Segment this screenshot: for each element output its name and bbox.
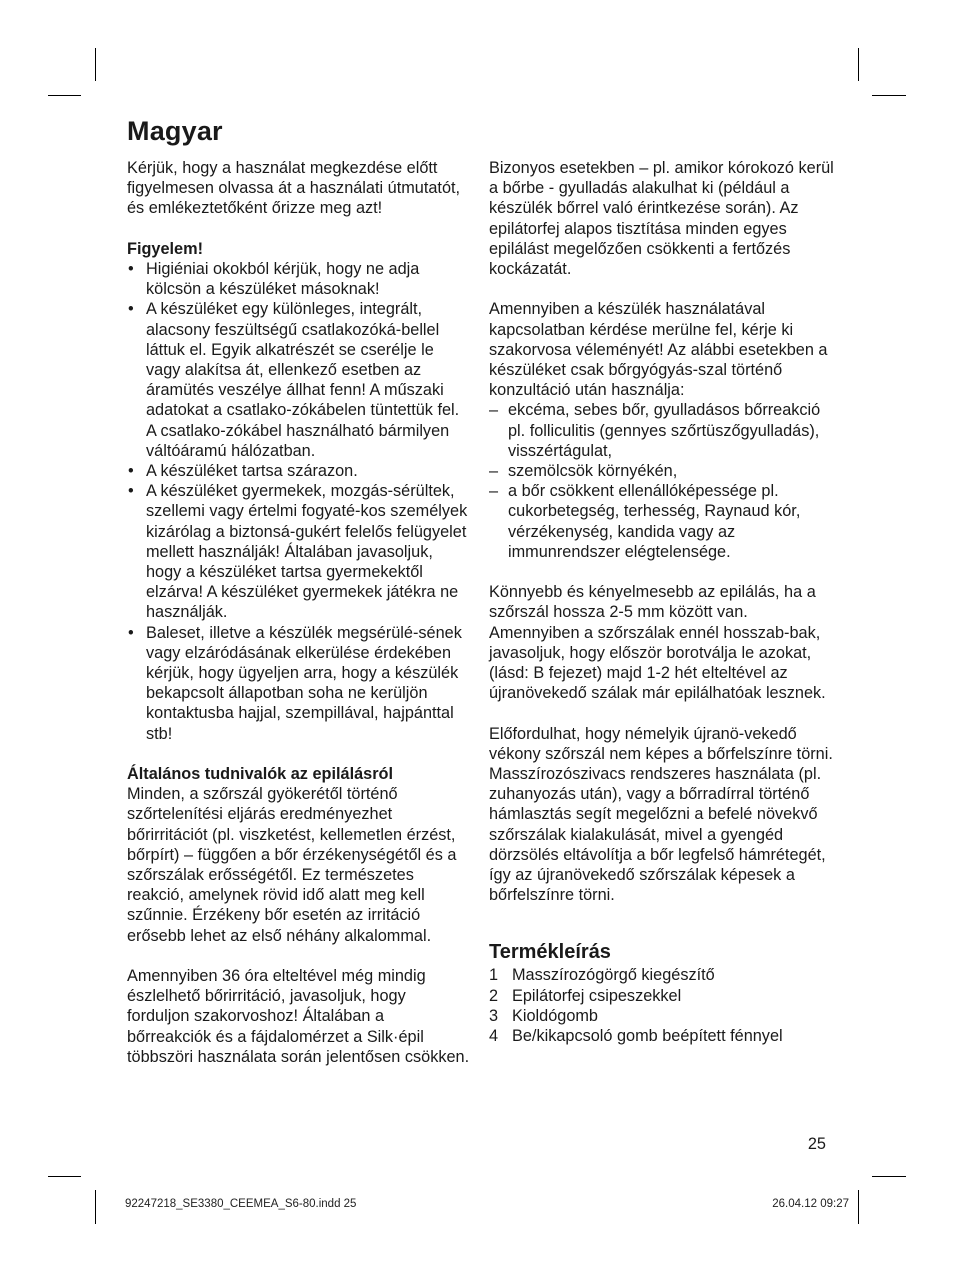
item-label: Masszírozógörgő kiegészítő	[512, 966, 715, 985]
product-heading: Termékleírás	[489, 941, 611, 964]
footer-file-info: 92247218_SE3380_CEEMEA_S6-80.indd 25	[125, 1198, 357, 1210]
list-item: • Baleset, illetve a készülék megsérülé-sének vagy elzáródásának elkerülése érdekében kérjük, hogy ügyeljen arra, hogy a készülék bekapcsolt állapotban soha ne kerüljön kontaktusba hajjal, szempillával, hajpánttal stb!	[127, 623, 472, 744]
list-item: • A készüléket egy különleges, integrált, alacsony feszültségű csatlakozóká-bellel láttuk el. Egyik alkatrészét se cserélje le vagy alakítsa át, ellenkező esetben az áramütés veszélye állhat fenn! A műszaki adatokat a csatlako-zókábelen tüntettük fel. A csatlako-zókábel használható bármilyen váltóáramú hálózatban.	[127, 299, 472, 461]
list-item: • Higiéniai okokból kérjük, hogy ne adja kölcsön a készüléket másoknak!	[127, 259, 472, 299]
product-parts-list	[489, 965, 834, 1046]
list-item: • A készüléket tartsa szárazon.	[127, 461, 472, 481]
crop-mark	[858, 48, 859, 81]
intro-paragraph: Kérjük, hogy a használat megkezdése előtt figyelmesen olvassa át a használati útmutatót, és emlékeztetőként őrizze meg azt!	[127, 159, 461, 218]
general-paragraph-2: Amennyiben 36 óra elteltével még mindig észlelhető bőrirritáció, javasoljuk, hogy forduljon szakorvoshoz! Általában a bőrreakciók és a fájdalomérzet a Silk·épil többszöri használata során jelentősen csökken.	[127, 967, 470, 1066]
left-column	[127, 158, 472, 1067]
general-paragraph-1: Minden, a szőrszál gyökerétől történő szőrtelenítési eljárás eredményezhet bőrirritációt (pl. viszketést, kellemetlen érzést, bőrpírt) – függően a bőr érzékenységétől és a szőrszálak erősségétől. Ez természetes reakció, amelynek rövid idő alatt meg kell szűnnie. Érzékeny bőr esetén az irritáció erősebb lehet az első néhány alkalommal.	[127, 785, 457, 945]
crop-mark	[872, 95, 906, 96]
list-item	[489, 1026, 834, 1046]
right-column	[489, 158, 834, 1046]
crop-mark	[95, 1190, 96, 1224]
general-paragraph-6: Előfordulhat, hogy némelyik újranö-vekedő vékony szőrszál nem képes a bőrfelszínre törni. Masszírozószivacs rendszeres használata (pl. zuhanyozás után), vagy a bőrradírral történő hámlasztás segít megelőzni a befelé növekvő szőrszálak kialakulását, mivel a gyengéd dörzsölés eltávolítja a bőr legfelső hámrétegét, így az újranövekedő szőrszálak képesek a bőrfelszínre törni.	[489, 724, 833, 905]
warning-list	[127, 259, 472, 744]
general-paragraph-5: Könnyebb és kényelmesebb az epilálás, ha a szőrszál hossza 2-5 mm között van. Amennyiben a szőrszálak ennél hosszab-bak, javasoljuk, hogy először borotválja le azokat, (lásd: B fejezet) majd 1-2 hét elteltével az újranövekedő szálak már epilálhatóak lesznek.	[489, 583, 826, 703]
crop-mark	[858, 1190, 859, 1224]
crop-mark	[48, 95, 81, 96]
footer-date-time: 26.04.12 09:27	[772, 1198, 849, 1210]
item-label: Be/kikapcsoló gomb beépített fénnyel	[512, 1027, 783, 1046]
item-number: 1	[489, 966, 499, 985]
list-item: – ekcéma, sebes bőr, gyulladásos bőrreakció pl. folliculitis (gennyes szőrtüszőgyulladás), visszértágulat,	[489, 400, 834, 461]
general-paragraph-4: Amennyiben a készülék használatával kapcsolatban kérdése merülne fel, kérje ki szakorvosa véleményét! Az alábbi esetekben a készüléket csak bőrgyógyás-szal történő konzultáció után használja:	[489, 300, 828, 400]
general-paragraph-3: Bizonyos esetekben – pl. amikor kórokozó kerül a bőrbe - gyulladás alakulhat ki (például a készülék bőrrel való érintkezése során). Az epilátorfej alapos tisztítása minden egyes epilálást megelőzően csökkenti a fertőzés kockázatát.	[489, 159, 834, 279]
list-item	[489, 986, 834, 1006]
list-item: • A készüléket gyermekek, mozgás-sérültek, szellemi vagy értelmi fogyaté-kos személyek kizárólag a biztonsá-gukért felelős felügyelet mellett használják! Általában javasoljuk, hogy a készüléket tartsa gyermekektől elzárva! A készüléket gyermekek játékra ne használják.	[127, 481, 472, 622]
page-number: 25	[807, 1135, 826, 1153]
item-number: 2	[489, 986, 499, 1005]
list-item	[489, 1006, 834, 1026]
conditions-list	[489, 400, 834, 562]
warning-heading: Figyelem!	[127, 239, 204, 258]
item-label: Epilátorfej csipeszekkel	[512, 986, 682, 1005]
crop-mark	[48, 1176, 81, 1177]
page-title: Magyar	[127, 116, 223, 146]
list-item: – szemölcsök környékén,	[489, 461, 834, 481]
crop-mark	[872, 1176, 906, 1177]
item-number: 4	[489, 1027, 499, 1046]
item-label: Kioldógomb	[512, 1006, 598, 1025]
general-heading: Általános tudnivalók az epilálásról	[127, 765, 394, 784]
crop-mark	[95, 48, 96, 81]
list-item: – a bőr csökkent ellenállóképessége pl. cukorbetegség, terhesség, Raynaud kór, vérzékenység, kandida vagy az immunrendszer elégtelensége.	[489, 481, 834, 562]
item-number: 3	[489, 1006, 499, 1025]
list-item	[489, 965, 834, 985]
